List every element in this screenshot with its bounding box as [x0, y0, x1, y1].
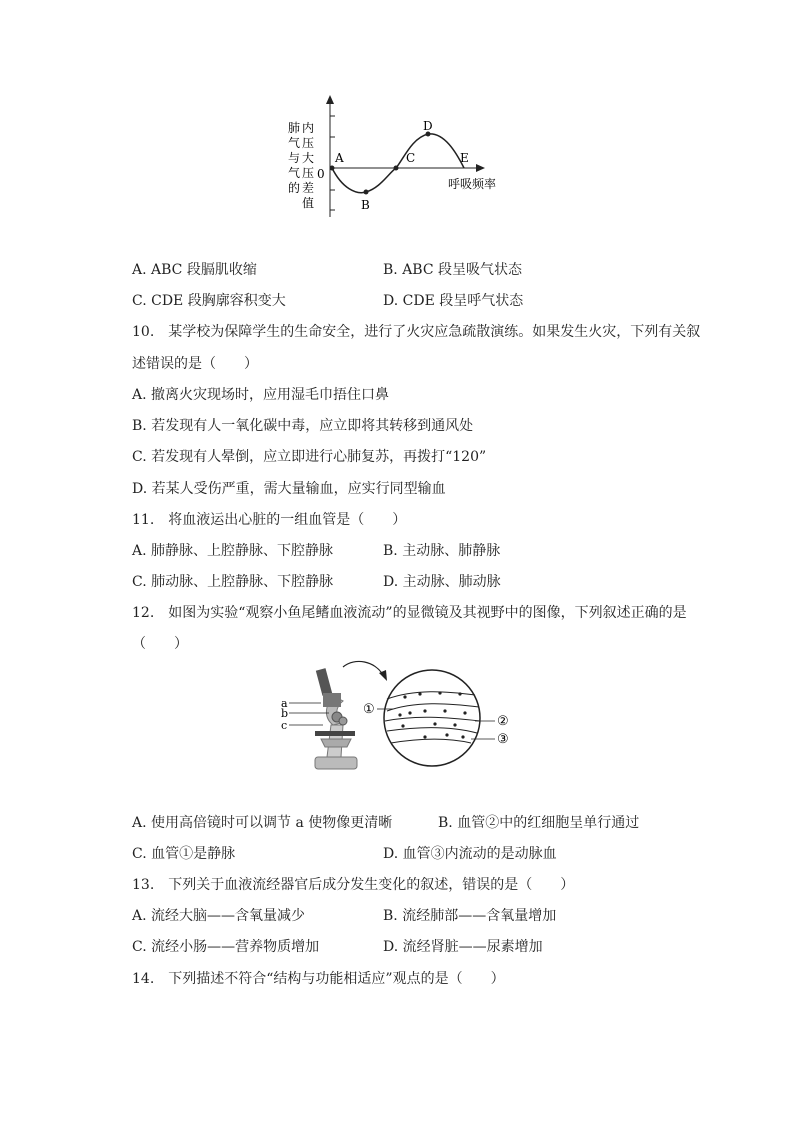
point-c-label: C	[406, 151, 416, 165]
q12-option-b: B. 血管②中的红细胞呈单行通过	[438, 815, 640, 831]
q13-option-a: A. 流经大脑——含氧量减少	[132, 908, 306, 924]
q10-stem-line1: 10. 某学校为保障学生的生命安全，进行了火灾应急疏散演练。如果发生火灾，下列有关叙	[132, 324, 701, 340]
x-axis-label: 呼吸频率	[448, 177, 497, 191]
q11-option-c: C. 肺动脉、上腔静脉、下腔静脉	[132, 574, 334, 590]
q13-option-c: C. 流经小肠——营养物质增加	[132, 939, 320, 955]
point-d-label: D	[423, 119, 433, 133]
label-b: b	[281, 707, 289, 720]
q10-option-b: B. 若发现有人一氧化碳中毒，应立即将其转移到通风处	[132, 418, 474, 434]
q12-option-a: A. 使用高倍镜时可以调节 a 使物像更清晰	[132, 815, 393, 831]
origin-label: 0	[317, 167, 325, 181]
point-a-label: A	[335, 151, 344, 165]
label-c: c	[281, 719, 288, 732]
point-b-label: B	[361, 198, 370, 212]
q13-stem: 13. 下列关于血液流经器官后成分发生变化的叙述，错误的是（ ）	[132, 877, 575, 893]
q12-stem-line2: （ ）	[132, 636, 188, 652]
q11-option-b: B. 主动脉、肺静脉	[383, 543, 501, 559]
q12-stem-line1: 12. 如图为实验“观察小鱼尾鳍血液流动”的显微镜及其视野中的图像，下列叙述正确的是	[132, 605, 687, 621]
label-3: ③	[497, 732, 509, 747]
label-1: ①	[363, 702, 375, 717]
point-c-dot	[394, 166, 399, 171]
q13-option-d: D. 流经肾脏——尿素增加	[383, 939, 543, 955]
microscope-figure	[275, 655, 525, 780]
q9-option-a: A. ABC 段膈肌收缩	[132, 262, 257, 278]
q9-option-d: D. CDE 段呈呼气状态	[383, 293, 524, 309]
pressure-curve	[332, 134, 464, 193]
q11-stem: 11. 将血液运出心脏的一组血管是（ ）	[132, 512, 407, 528]
point-a-dot	[330, 166, 335, 171]
q11-option-a: A. 肺静脉、上腔静脉、下腔静脉	[132, 543, 334, 559]
y-axis-arrow	[326, 95, 334, 104]
point-b-dot	[364, 190, 369, 195]
q9-option-b: B. ABC 段呈吸气状态	[383, 262, 523, 278]
point-e-label: E	[460, 151, 469, 165]
q10-stem-line2: 述错误的是（ ）	[132, 356, 258, 372]
q12-option-c: C. 血管①是静脉	[132, 846, 236, 862]
label-a: a	[281, 697, 288, 710]
view-arrow	[343, 661, 383, 675]
q10-option-a: A. 撤离火灾现场时，应用湿毛巾捂住口鼻	[132, 387, 390, 403]
label-2: ②	[497, 714, 509, 729]
q10-option-c: C. 若发现有人晕倒，应立即进行心肺复苏，再拨打“120”	[132, 449, 487, 465]
q9-option-c: C. CDE 段胸廓容积变大	[132, 293, 286, 309]
field-of-view	[384, 670, 480, 766]
y-axis-label: 肺气与气的内压大压差值	[288, 121, 315, 210]
q10-option-d: D. 若某人受伤严重，需大量输血，应实行同型输血	[132, 481, 446, 497]
q13-option-b: B. 流经肺部——含氧量增加	[383, 908, 557, 924]
q11-option-d: D. 主动脉、肺动脉	[383, 574, 501, 590]
q12-option-d: D. 血管③内流动的是动脉血	[383, 846, 557, 862]
microscope-icon	[315, 668, 357, 769]
pressure-curve-figure	[280, 92, 510, 222]
q14-stem: 14. 下列描述不符合“结构与功能相适应”观点的是（ ）	[132, 971, 505, 987]
x-axis-arrow	[476, 164, 485, 172]
